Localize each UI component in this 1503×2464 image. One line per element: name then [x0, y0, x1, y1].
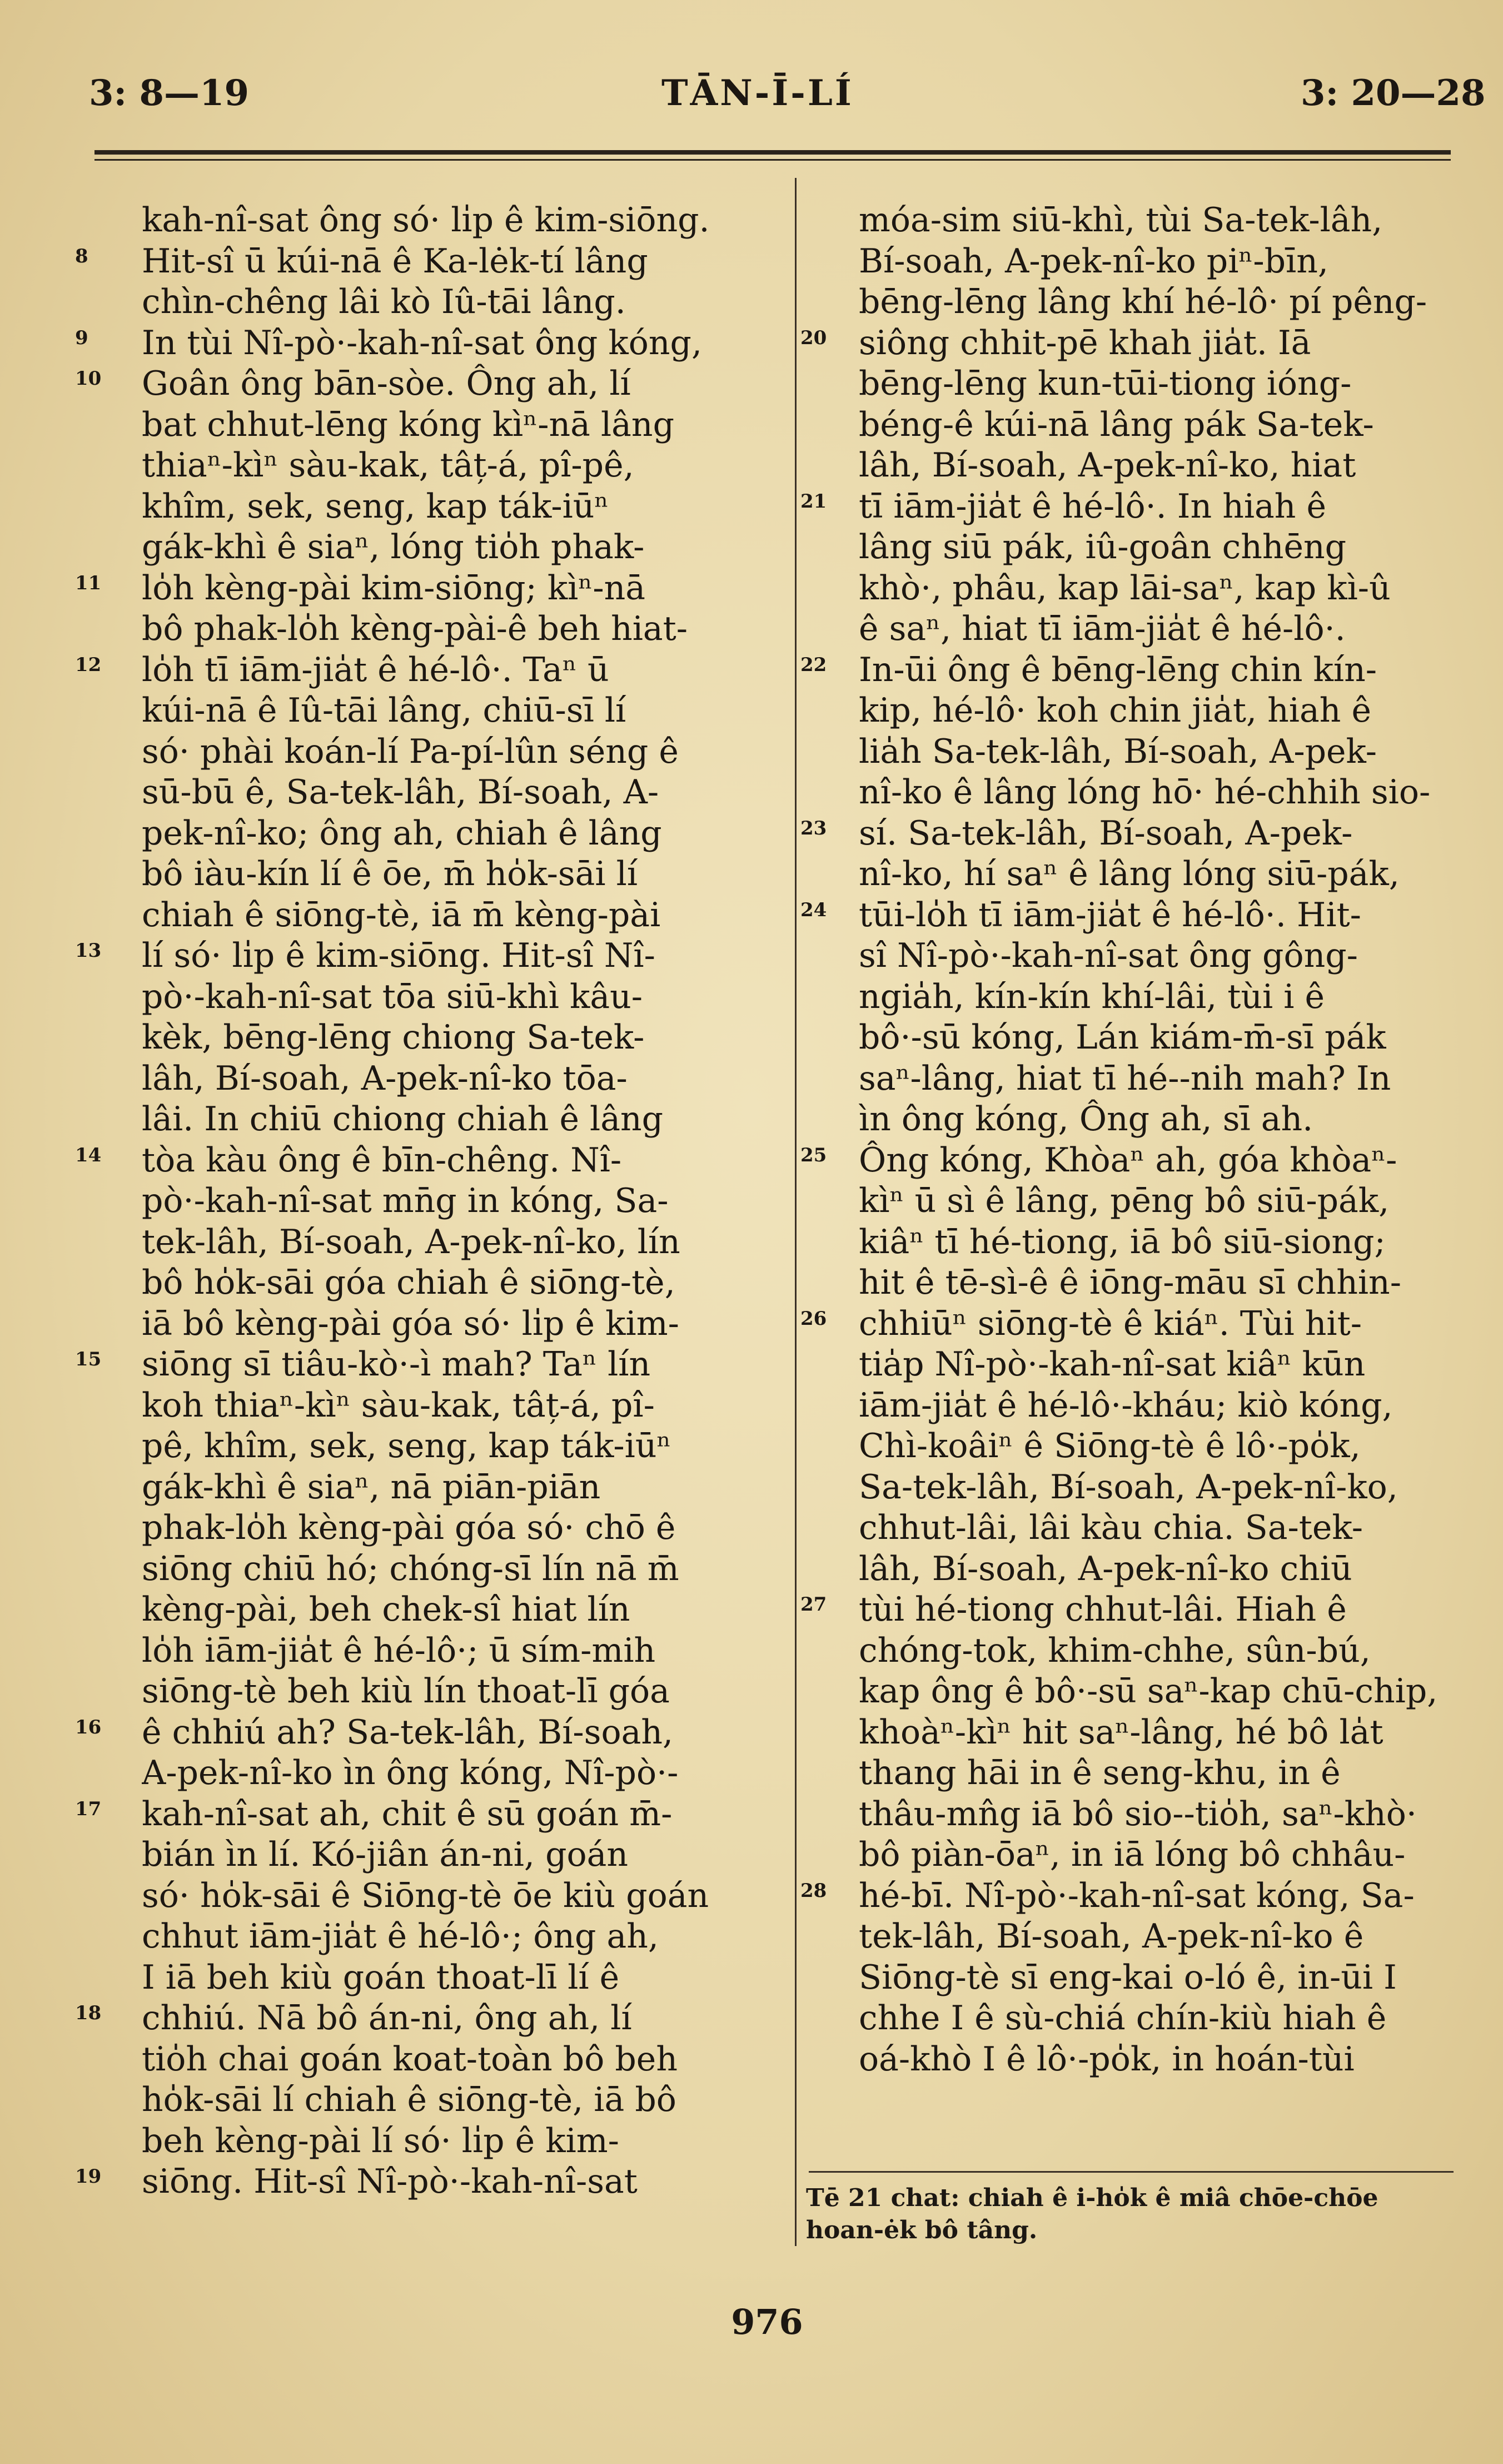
- text-line: ngia̍h, kín-kín khí-lâi, tùi i ê: [859, 977, 1325, 1016]
- text-line: beh kèng-pài lí só· lı̍p ê kim-: [142, 2121, 619, 2160]
- text-line: só· phài koán-lí Pa-pí-lûn séng ê: [142, 732, 679, 771]
- text-line: bēng-lēng lâng khí hé-lô· pí pêng-: [859, 282, 1427, 321]
- text-line: chhiūⁿ siōng-tè ê kiáⁿ. Tùi hit-: [859, 1304, 1362, 1343]
- text-line: sî Nî-pò·-kah-nî-sat ông gông-: [859, 936, 1358, 975]
- text-line: siōng. Hit-sî Nî-pò·-kah-nî-sat: [142, 2162, 638, 2201]
- text-line: nî-ko, hí saⁿ ê lâng lóng siū-pák,: [859, 855, 1400, 893]
- text-line: lo̍h kèng-pài kim-siōng; kìⁿ-nā: [142, 568, 646, 608]
- page-number: 976: [731, 2302, 803, 2342]
- text-line: koh thiaⁿ-kìⁿ sàu-kak, tâț-á, pî-: [142, 1385, 655, 1425]
- text-line: pò·-kah-nî-sat mn̄g in kóng, Sa-: [142, 1181, 669, 1220]
- text-line: béng-ê kúi-nā lâng pák Sa-tek-: [859, 405, 1374, 444]
- text-line: chhe I ê sù-chiá chín-kiù hiah ê: [859, 1999, 1387, 2038]
- text-line: chìn-chêng lâi kò Iû-tāi lâng.: [142, 282, 626, 321]
- footnote: Tē 21 chat: chiah ê i-ho̍k ê miâ chōe-chōe hoan-ėk bô tâng.: [806, 2184, 1378, 2244]
- text-line: kìⁿ ū sì ê lâng, pēng bô siū-pák,: [859, 1181, 1390, 1220]
- text-line: kip, hé-lô· koh chin jia̍t, hiah ê: [859, 691, 1371, 730]
- text-line: bô piàn-ōaⁿ, in iā lóng bô chhâu-: [859, 1835, 1406, 1874]
- text-line: chhiú. Nā bô án-ni, ông ah, lí: [142, 1999, 632, 2038]
- text-line: lâi. In chiū chiong chiah ê lâng: [142, 1100, 664, 1139]
- text-line: thâu-mn̂g iā bô sio--tio̍h, saⁿ-khò·: [859, 1794, 1417, 1834]
- text-line: sí. Sa-tek-lâh, Bí-soah, A-pek-: [859, 813, 1353, 853]
- text-line: gák-khì ê siaⁿ, nā piān-piān: [142, 1467, 601, 1507]
- column-divider: [795, 178, 797, 2246]
- text-line: kèng-pài, beh chek-sî hiat lín: [142, 1590, 630, 1629]
- text-line: nî-ko ê lâng lóng hō· hé-chhih sio-: [859, 773, 1431, 812]
- text-line: bat chhut-lēng kóng kìⁿ-nā lâng: [142, 405, 674, 444]
- text-line: lí só· lı̍p ê kim-siōng. Hit-sî Nî-: [142, 936, 655, 975]
- verse-number: 8: [75, 245, 88, 267]
- text-line: lo̍h tī iām-jia̍t ê hé-lô·. Taⁿ ū: [142, 650, 609, 689]
- verse-number: 17: [75, 1797, 102, 1820]
- text-line: siōng-tè beh kiù lín thoat-lī góa: [142, 1672, 670, 1711]
- text-line: Bí-soah, A-pek-nî-ko piⁿ-bīn,: [859, 241, 1328, 281]
- header-chapter-range-right: 3: 20—28: [1301, 72, 1486, 114]
- header-book-title: TĀN-Ī-LÍ: [661, 72, 854, 114]
- verse-number: 28: [800, 1879, 827, 1902]
- verse-number: 16: [75, 1716, 102, 1738]
- verse-number: 14: [75, 1144, 102, 1166]
- verse-number: 26: [800, 1307, 827, 1330]
- verse-number: 11: [75, 572, 102, 594]
- verse-number: 18: [75, 2002, 102, 2024]
- verse-number: 27: [800, 1593, 827, 1616]
- text-line: lâh, Bí-soah, A-pek-nî-ko chiū: [859, 1549, 1352, 1588]
- verse-number: 21: [800, 490, 827, 513]
- text-line: ê chhiú ah? Sa-tek-lâh, Bí-soah,: [142, 1712, 674, 1752]
- text-line: khò·, phâu, kap lāi-saⁿ, kap kì-û: [859, 568, 1391, 608]
- verse-number: 12: [75, 653, 102, 676]
- text-line: bô·-sū kóng, Lán kiám-m̄-sī pák: [859, 1018, 1386, 1057]
- footnote-rule: [809, 2171, 1454, 2173]
- text-line: bô phak-lo̍h kèng-pài-ê beh hiat-: [142, 609, 688, 648]
- text-line: Ông kóng, Khòaⁿ ah, góa khòaⁿ-: [859, 1140, 1397, 1180]
- verse-number: 10: [75, 367, 102, 390]
- text-line: siōng sī tiâu-kò·-ì mah? Taⁿ lín: [142, 1345, 651, 1384]
- text-line: bián ìn lí. Kó-jiân án-ni, goán: [142, 1835, 629, 1874]
- text-line: tek-lâh, Bí-soah, A-pek-nî-ko ê: [859, 1917, 1364, 1956]
- text-line: tī iām-jia̍t ê hé-lô·. In hiah ê: [859, 486, 1327, 526]
- text-line: khoàⁿ-kìⁿ hit saⁿ-lâng, hé bô la̍t: [859, 1712, 1383, 1752]
- text-line: oá-khò I ê lô·-po̍k, in hoán-tùi: [859, 2039, 1355, 2079]
- text-line: tia̍p Nî-pò·-kah-nî-sat kiâⁿ kūn: [859, 1345, 1366, 1384]
- text-line: tùi hé-tiong chhut-lâi. Hiah ê: [859, 1590, 1347, 1629]
- text-line: Hit-sî ū kúi-nā ê Ka-lėk-tí lâng: [142, 241, 648, 281]
- header-rule-thick: [94, 150, 1451, 155]
- text-line: tio̍h chai goán koat-toàn bô beh: [142, 2039, 678, 2079]
- text-line: lo̍h iām-jia̍t ê hé-lô·; ū sím-mih: [142, 1631, 656, 1670]
- text-line: I iā beh kiù goán thoat-lī lí ê: [142, 1958, 620, 1997]
- text-line: kèk, bēng-lēng chiong Sa-tek-: [142, 1018, 645, 1057]
- right-text-column: [859, 200, 1459, 2080]
- text-line: iā bô kèng-pài góa só· lı̍p ê kim-: [142, 1304, 679, 1343]
- verse-number: 15: [75, 1348, 102, 1370]
- text-line: In tùi Nî-pò·-kah-nî-sat ông kóng,: [142, 323, 703, 362]
- text-line: siông chhit-pē khah jia̍t. Iā: [859, 323, 1311, 362]
- text-line: móa-sim siū-khì, tùi Sa-tek-lâh,: [859, 201, 1383, 240]
- text-line: lâh, Bí-soah, A-pek-nî-ko, hiat: [859, 446, 1356, 485]
- text-line: lâh, Bí-soah, A-pek-nî-ko tōa-: [142, 1059, 628, 1098]
- text-line: ìn ông kóng, Ông ah, sī ah.: [859, 1100, 1313, 1139]
- verse-number: 23: [800, 817, 827, 839]
- verse-number: 20: [800, 326, 827, 349]
- text-line: kap ông ê bô·-sū saⁿ-kap chū-chip,: [859, 1672, 1438, 1711]
- text-line: kúi-nā ê Iû-tāi lâng, chiū-sī lí: [142, 691, 626, 730]
- verse-number: 9: [75, 326, 88, 349]
- text-line: thiaⁿ-kìⁿ sàu-kak, tâț-á, pî-pê,: [142, 446, 634, 485]
- text-line: In-ūi ông ê bēng-lēng chin kín-: [859, 650, 1377, 689]
- text-line: só· ho̍k-sāi ê Siōng-tè ōe kiù goán: [142, 1876, 709, 1915]
- text-line: kiâⁿ tī hé-tiong, iā bô siū-siong;: [859, 1222, 1386, 1261]
- text-line: ho̍k-sāi lí chiah ê siōng-tè, iā bô: [142, 2080, 676, 2119]
- text-line: kah-nî-sat ah, chit ê sū goán m̄-: [142, 1794, 673, 1834]
- text-line: lâng siū pák, iû-goân chhēng: [859, 528, 1347, 567]
- text-line: bô iàu-kín lí ê ōe, m̄ ho̍k-sāi lí: [142, 855, 638, 893]
- text-line: pek-nî-ko; ông ah, chiah ê lâng: [142, 813, 662, 853]
- left-text-column: [142, 200, 767, 2203]
- verse-number: 22: [800, 653, 827, 676]
- text-line: ê saⁿ, hiat tī iām-jia̍t ê hé-lô·.: [859, 609, 1346, 648]
- text-line: chhut-lâi, lâi kàu chia. Sa-tek-: [859, 1508, 1363, 1547]
- running-header: [0, 61, 1503, 128]
- verse-number: 24: [800, 898, 827, 921]
- text-line: gák-khì ê siaⁿ, lóng tio̍h phak-: [142, 528, 645, 567]
- text-line: Goân ông bān-sòe. Ông ah, lí: [142, 364, 631, 403]
- text-line: tòa kàu ông ê bīn-chêng. Nî-: [142, 1140, 622, 1180]
- text-line: chhut iām-jia̍t ê hé-lô·; ông ah,: [142, 1917, 659, 1956]
- text-line: thang hāi in ê seng-khu, in ê: [859, 1753, 1341, 1792]
- text-line: lia̍h Sa-tek-lâh, Bí-soah, A-pek-: [859, 732, 1377, 771]
- text-line: chiah ê siōng-tè, iā m̄ kèng-pài: [142, 895, 661, 935]
- text-line: phak-lo̍h kèng-pài góa só· chō ê: [142, 1508, 676, 1547]
- text-line: bô ho̍k-sāi góa chiah ê siōng-tè,: [142, 1263, 675, 1302]
- text-line: chóng-tok, khim-chhe, sûn-bú,: [859, 1631, 1371, 1670]
- text-line: hé-bī. Nî-pò·-kah-nî-sat kóng, Sa-: [859, 1876, 1415, 1915]
- text-line: tūi-lo̍h tī iām-jia̍t ê hé-lô·. Hit-: [859, 895, 1361, 935]
- verse-number: 19: [75, 2165, 102, 2188]
- text-line: pò·-kah-nî-sat tōa siū-khì kâu-: [142, 977, 643, 1016]
- text-line: Siōng-tè sī eng-kai o-ló ê, in-ūi I: [859, 1958, 1397, 1997]
- text-line: kah-nî-sat ông só· lı̍p ê kim-siōng.: [142, 201, 710, 240]
- text-line: Sa-tek-lâh, Bí-soah, A-pek-nî-ko,: [859, 1467, 1398, 1507]
- text-line: khîm, sek, seng, kap ták-iūⁿ: [142, 486, 609, 526]
- text-line: Chì-koâiⁿ ê Siōng-tè ê lô·-po̍k,: [859, 1427, 1361, 1466]
- text-line: pê, khîm, sek, seng, kap ták-iūⁿ: [142, 1427, 671, 1466]
- verse-number: 13: [75, 940, 102, 962]
- text-line: A-pek-nî-ko ìn ông kóng, Nî-pò·-: [142, 1753, 679, 1792]
- verse-number: 25: [800, 1144, 827, 1166]
- text-line: iām-jia̍t ê hé-lô·-kháu; kiò kóng,: [859, 1385, 1393, 1425]
- text-line: sū-bū ê, Sa-tek-lâh, Bí-soah, A-: [142, 773, 659, 812]
- text-line: tek-lâh, Bí-soah, A-pek-nî-ko, lín: [142, 1222, 680, 1261]
- text-line: siōng chiū hó; chóng-sī lín nā m̄: [142, 1549, 679, 1588]
- header-chapter-range-left: 3: 8—19: [89, 72, 250, 114]
- text-line: saⁿ-lâng, hiat tī hé--nih mah? In: [859, 1059, 1391, 1098]
- header-rule-thin: [94, 159, 1451, 161]
- text-line: bēng-lēng kun-tūi-tiong ióng-: [859, 364, 1352, 403]
- text-line: hit ê tē-sì-ê ê iōng-māu sī chhin-: [859, 1263, 1401, 1302]
